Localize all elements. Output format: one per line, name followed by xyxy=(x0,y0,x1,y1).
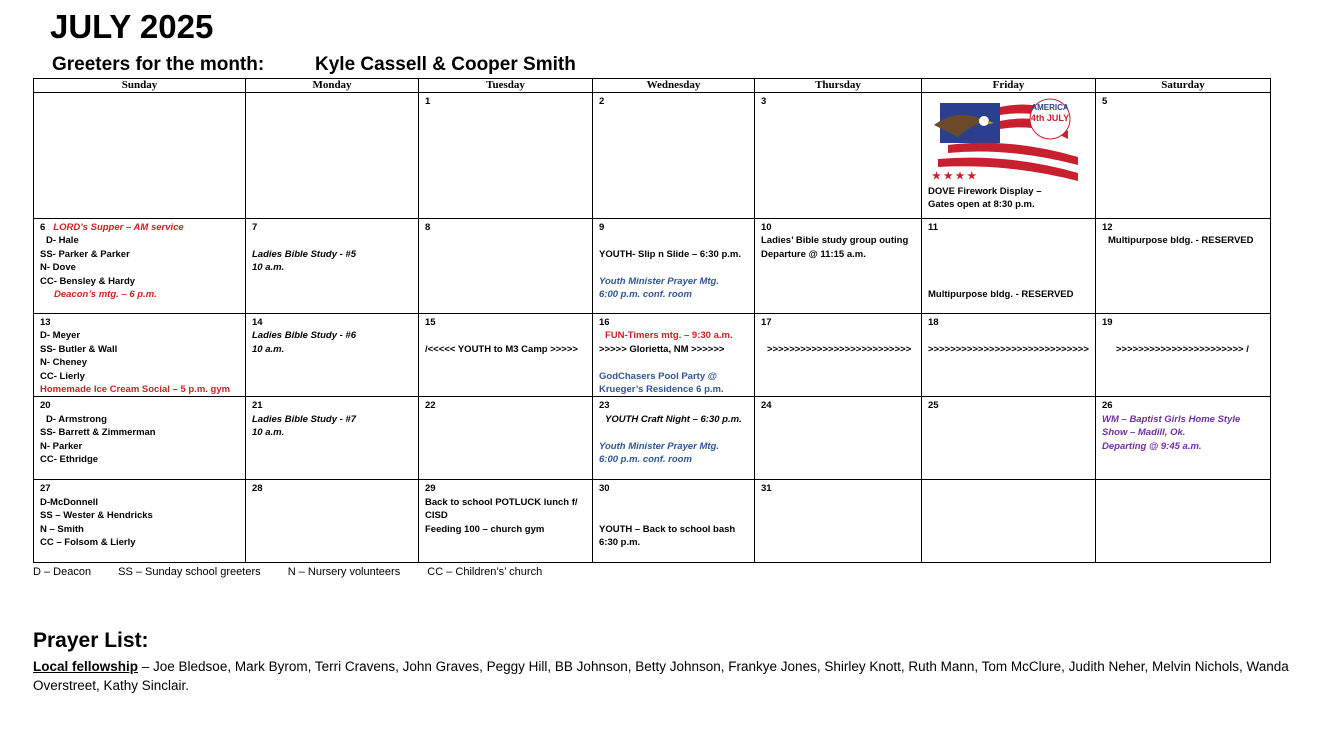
greeters-line xyxy=(52,54,576,76)
calendar-week-row xyxy=(34,314,1271,397)
calendar-day-cell xyxy=(593,93,755,219)
spacer xyxy=(599,261,749,274)
calendar-day-cell xyxy=(246,219,419,314)
event-line: 10 a.m. xyxy=(252,262,285,274)
event-line: 10 a.m. xyxy=(252,343,285,355)
day-number: 3 xyxy=(761,96,767,107)
calendar-day-cell xyxy=(593,397,755,480)
calendar-day-cell xyxy=(922,93,1096,219)
day-number: 5 xyxy=(1102,96,1108,107)
event-line: Ladies Bible Study - #7 xyxy=(252,413,356,425)
day-number: 19 xyxy=(1102,317,1113,328)
calendar-day-cell xyxy=(419,219,593,314)
calendar-day-cell xyxy=(755,480,922,563)
spacer xyxy=(928,275,1090,288)
calendar-day-cell xyxy=(246,480,419,563)
event-line: FUN-Timers mtg. – 9:30 a.m. xyxy=(605,330,733,342)
spacer xyxy=(252,234,413,247)
day-number: 30 xyxy=(599,483,610,495)
event-line: Ladies’ Bible study group outing xyxy=(761,235,909,247)
event-inline: LORD’s Supper – AM service xyxy=(53,222,184,233)
day-number: 22 xyxy=(425,400,436,412)
event-line: SS- Parker & Parker xyxy=(40,248,130,260)
spacer xyxy=(761,329,916,342)
calendar-day-cell xyxy=(246,397,419,480)
calendar-day-cell xyxy=(34,219,246,314)
spacer xyxy=(928,234,1090,247)
calendar-day-cell xyxy=(419,397,593,480)
day-number: 27 xyxy=(40,483,51,495)
calendar-day-cell xyxy=(1096,480,1271,563)
day-number: 17 xyxy=(761,317,772,328)
event-line: SS- Barrett & Zimmerman xyxy=(40,427,156,439)
calendar-day-cell xyxy=(922,480,1096,563)
legend-item: CC – Children’s’ church xyxy=(427,566,543,578)
spacer xyxy=(599,234,749,247)
abbreviation-legend xyxy=(33,566,566,578)
calendar-day-cell xyxy=(593,314,755,397)
event-line: CC- Lierly xyxy=(40,370,85,382)
day-number: 29 xyxy=(425,483,436,495)
event-line: 6:00 p.m. conf. room xyxy=(599,454,692,466)
image-caption-text: 4th JULY xyxy=(1030,113,1070,123)
weekday-wednesday: Wednesday xyxy=(593,79,755,93)
calendar-day-cell xyxy=(1096,93,1271,219)
svg-text:★ ★ ★ ★: ★ ★ ★ ★ xyxy=(932,171,977,182)
image-caption-text: AMERICA xyxy=(1031,103,1069,112)
spacer xyxy=(599,509,749,522)
day-number: 12 xyxy=(1102,222,1113,233)
event-line: Multipurpose bldg. - RESERVED xyxy=(1108,235,1254,247)
event-line: CC – Folsom & Lierly xyxy=(40,537,136,549)
event-line: Homemade Ice Cream Social – 5 p.m. gym xyxy=(40,384,231,396)
weekday-thursday: Thursday xyxy=(755,79,922,93)
event-line: Deacon’s mtg. – 6 p.m. xyxy=(54,289,157,301)
calendar-day-cell xyxy=(419,314,593,397)
day-number: 14 xyxy=(252,317,263,328)
day-number: 18 xyxy=(928,317,939,328)
greeters-label: Greeters for the month: xyxy=(52,54,265,75)
calendar-day-cell xyxy=(922,397,1096,480)
calendar-week-row xyxy=(34,397,1271,480)
spacer xyxy=(599,426,749,439)
event-line: YOUTH Craft Night – 6:30 p.m. xyxy=(605,413,742,425)
legend-item: SS – Sunday school greeters xyxy=(118,566,261,578)
event-line: Departure @ 11:15 a.m. xyxy=(761,248,866,260)
weekday-sunday: Sunday xyxy=(34,79,246,93)
event-line: YOUTH – Back to school bash xyxy=(599,523,736,535)
spacer xyxy=(599,356,749,369)
day-number: 9 xyxy=(599,222,605,233)
calendar-day-cell xyxy=(1096,397,1271,480)
calendar-day-cell xyxy=(246,314,419,397)
event-line: Gates open at 8:30 p.m. xyxy=(928,199,1035,211)
event-line: Multipurpose bldg. - RESERVED xyxy=(928,288,1074,300)
day-number: 10 xyxy=(761,222,772,233)
calendar-day-cell xyxy=(1096,219,1271,314)
calendar-week-row xyxy=(34,93,1271,219)
event-line: DOVE Firework Display – xyxy=(928,186,1042,197)
event-line: Ladies Bible Study - #6 xyxy=(252,330,356,342)
weekday-monday: Monday xyxy=(246,79,419,93)
spacer xyxy=(928,261,1090,274)
calendar-day-cell xyxy=(755,219,922,314)
calendar-day-cell xyxy=(419,93,593,219)
calendar-day-cell xyxy=(246,93,419,219)
calendar-day-cell xyxy=(755,397,922,480)
day-number: 16 xyxy=(599,317,610,328)
calendar-day-cell xyxy=(593,480,755,563)
legend-item: N – Nursery volunteers xyxy=(287,566,401,578)
event-line: 6:30 p.m. xyxy=(599,537,641,549)
event-line: Ladies Bible Study - #5 xyxy=(252,248,356,260)
day-number: 28 xyxy=(252,483,263,495)
event-line: N – Smith xyxy=(40,523,84,535)
calendar-day-cell xyxy=(34,314,246,397)
prayer-list-text xyxy=(33,657,1308,695)
event-line: >>>>>>>>>>>>>>>>>>>>>>>>>> xyxy=(767,343,912,355)
calendar-day-cell xyxy=(419,480,593,563)
event-line: WM – Baptist Girls Home Style xyxy=(1102,413,1241,425)
day-number: 24 xyxy=(761,400,772,412)
prayer-list-names: – Joe Bledsoe, Mark Byrom, Terri Cravens, John Graves, Peggy Hill, BB Johnson, Betty Johnson, Frankye Jones, Shirley Knott, Ruth Mann, Tom McClure, Judith Neher, Melvin Nichols, Wanda Overstreet, Kathy Sinclair. xyxy=(33,659,1289,693)
weekday-tuesday: Tuesday xyxy=(419,79,593,93)
spacer xyxy=(599,496,749,509)
day-number: 15 xyxy=(425,317,436,328)
calendar-week-row xyxy=(34,219,1271,314)
event-line: Back to school POTLUCK lunch f/ xyxy=(425,496,578,508)
event-line: N- Parker xyxy=(40,440,83,452)
day-number: 13 xyxy=(40,317,51,328)
calendar-day-cell xyxy=(755,93,922,219)
event-line: D- Armstrong xyxy=(46,413,107,425)
event-line: /<<<<< YOUTH to M3 Camp >>>>> xyxy=(425,343,578,355)
calendar-day-cell xyxy=(1096,314,1271,397)
calendar-grid xyxy=(33,78,1271,563)
day-number: 26 xyxy=(1102,400,1113,412)
calendar-title: JULY 2025 xyxy=(50,8,214,45)
day-number: 7 xyxy=(252,222,258,233)
spacer xyxy=(928,329,1090,342)
day-number: 25 xyxy=(928,400,939,412)
calendar-day-cell xyxy=(922,219,1096,314)
day-number: 2 xyxy=(599,96,605,107)
calendar-week-row xyxy=(34,480,1271,563)
event-line: >>>>>>>>>>>>>>>>>>>>>>> / xyxy=(1116,343,1249,355)
day-number: 6 xyxy=(40,222,46,233)
event-line: Departing @ 9:45 a.m. xyxy=(1102,440,1202,452)
spacer xyxy=(928,248,1090,261)
event-line: Youth Minister Prayer Mtg. xyxy=(599,275,719,287)
day-number: 23 xyxy=(599,400,610,412)
calendar-day-cell xyxy=(34,93,246,219)
day-number: 11 xyxy=(928,222,939,233)
event-line: N- Cheney xyxy=(40,357,87,369)
event-line: D-McDonnell xyxy=(40,496,99,508)
event-line: CISD xyxy=(425,510,448,522)
event-line: N- Dove xyxy=(40,262,76,274)
event-line: SS- Butler & Wall xyxy=(40,343,118,355)
event-line: CC- Ethridge xyxy=(40,454,99,466)
america-4th-july-image xyxy=(928,97,1080,183)
day-number: 21 xyxy=(252,400,263,412)
event-line: Krueger’s Residence 6 p.m. xyxy=(599,384,724,396)
event-line: D- Hale xyxy=(46,235,79,247)
greeters-names: Kyle Cassell & Cooper Smith xyxy=(315,54,576,75)
calendar-day-cell xyxy=(34,397,246,480)
event-line: 10 a.m. xyxy=(252,427,285,439)
event-line: Show – Madill, Ok. xyxy=(1102,427,1186,439)
event-line: D- Meyer xyxy=(40,330,81,342)
event-line: >>>>> Glorietta, NM >>>>>> xyxy=(599,343,725,355)
event-line: Feeding 100 – church gym xyxy=(425,523,545,535)
event-line: 6:00 p.m. conf. room xyxy=(599,289,692,300)
spacer xyxy=(425,329,587,342)
event-line: CC- Bensley & Hardy xyxy=(40,275,136,287)
day-number: 8 xyxy=(425,222,431,233)
day-number: 31 xyxy=(761,483,772,495)
legend-item: D – Deacon xyxy=(33,566,92,578)
weekday-friday: Friday xyxy=(922,79,1096,93)
prayer-list-heading: Prayer List: xyxy=(33,629,149,652)
weekday-saturday: Saturday xyxy=(1096,79,1271,93)
spacer xyxy=(1102,329,1265,342)
prayer-list-label: Local fellowship xyxy=(33,659,139,674)
day-number: 20 xyxy=(40,400,51,412)
calendar-day-cell xyxy=(593,219,755,314)
calendar-day-cell xyxy=(755,314,922,397)
calendar-day-cell xyxy=(922,314,1096,397)
event-line: GodChasers Pool Party @ xyxy=(599,370,718,382)
event-line: YOUTH- Slip n Slide – 6:30 p.m. xyxy=(599,248,741,260)
weekday-header-row xyxy=(34,79,1271,93)
event-line: SS – Wester & Hendricks xyxy=(40,510,153,522)
calendar-day-cell xyxy=(34,480,246,563)
day-number: 1 xyxy=(425,96,431,107)
event-line: >>>>>>>>>>>>>>>>>>>>>>>>>>>>> xyxy=(928,343,1089,355)
event-line: Youth Minister Prayer Mtg. xyxy=(599,440,719,452)
